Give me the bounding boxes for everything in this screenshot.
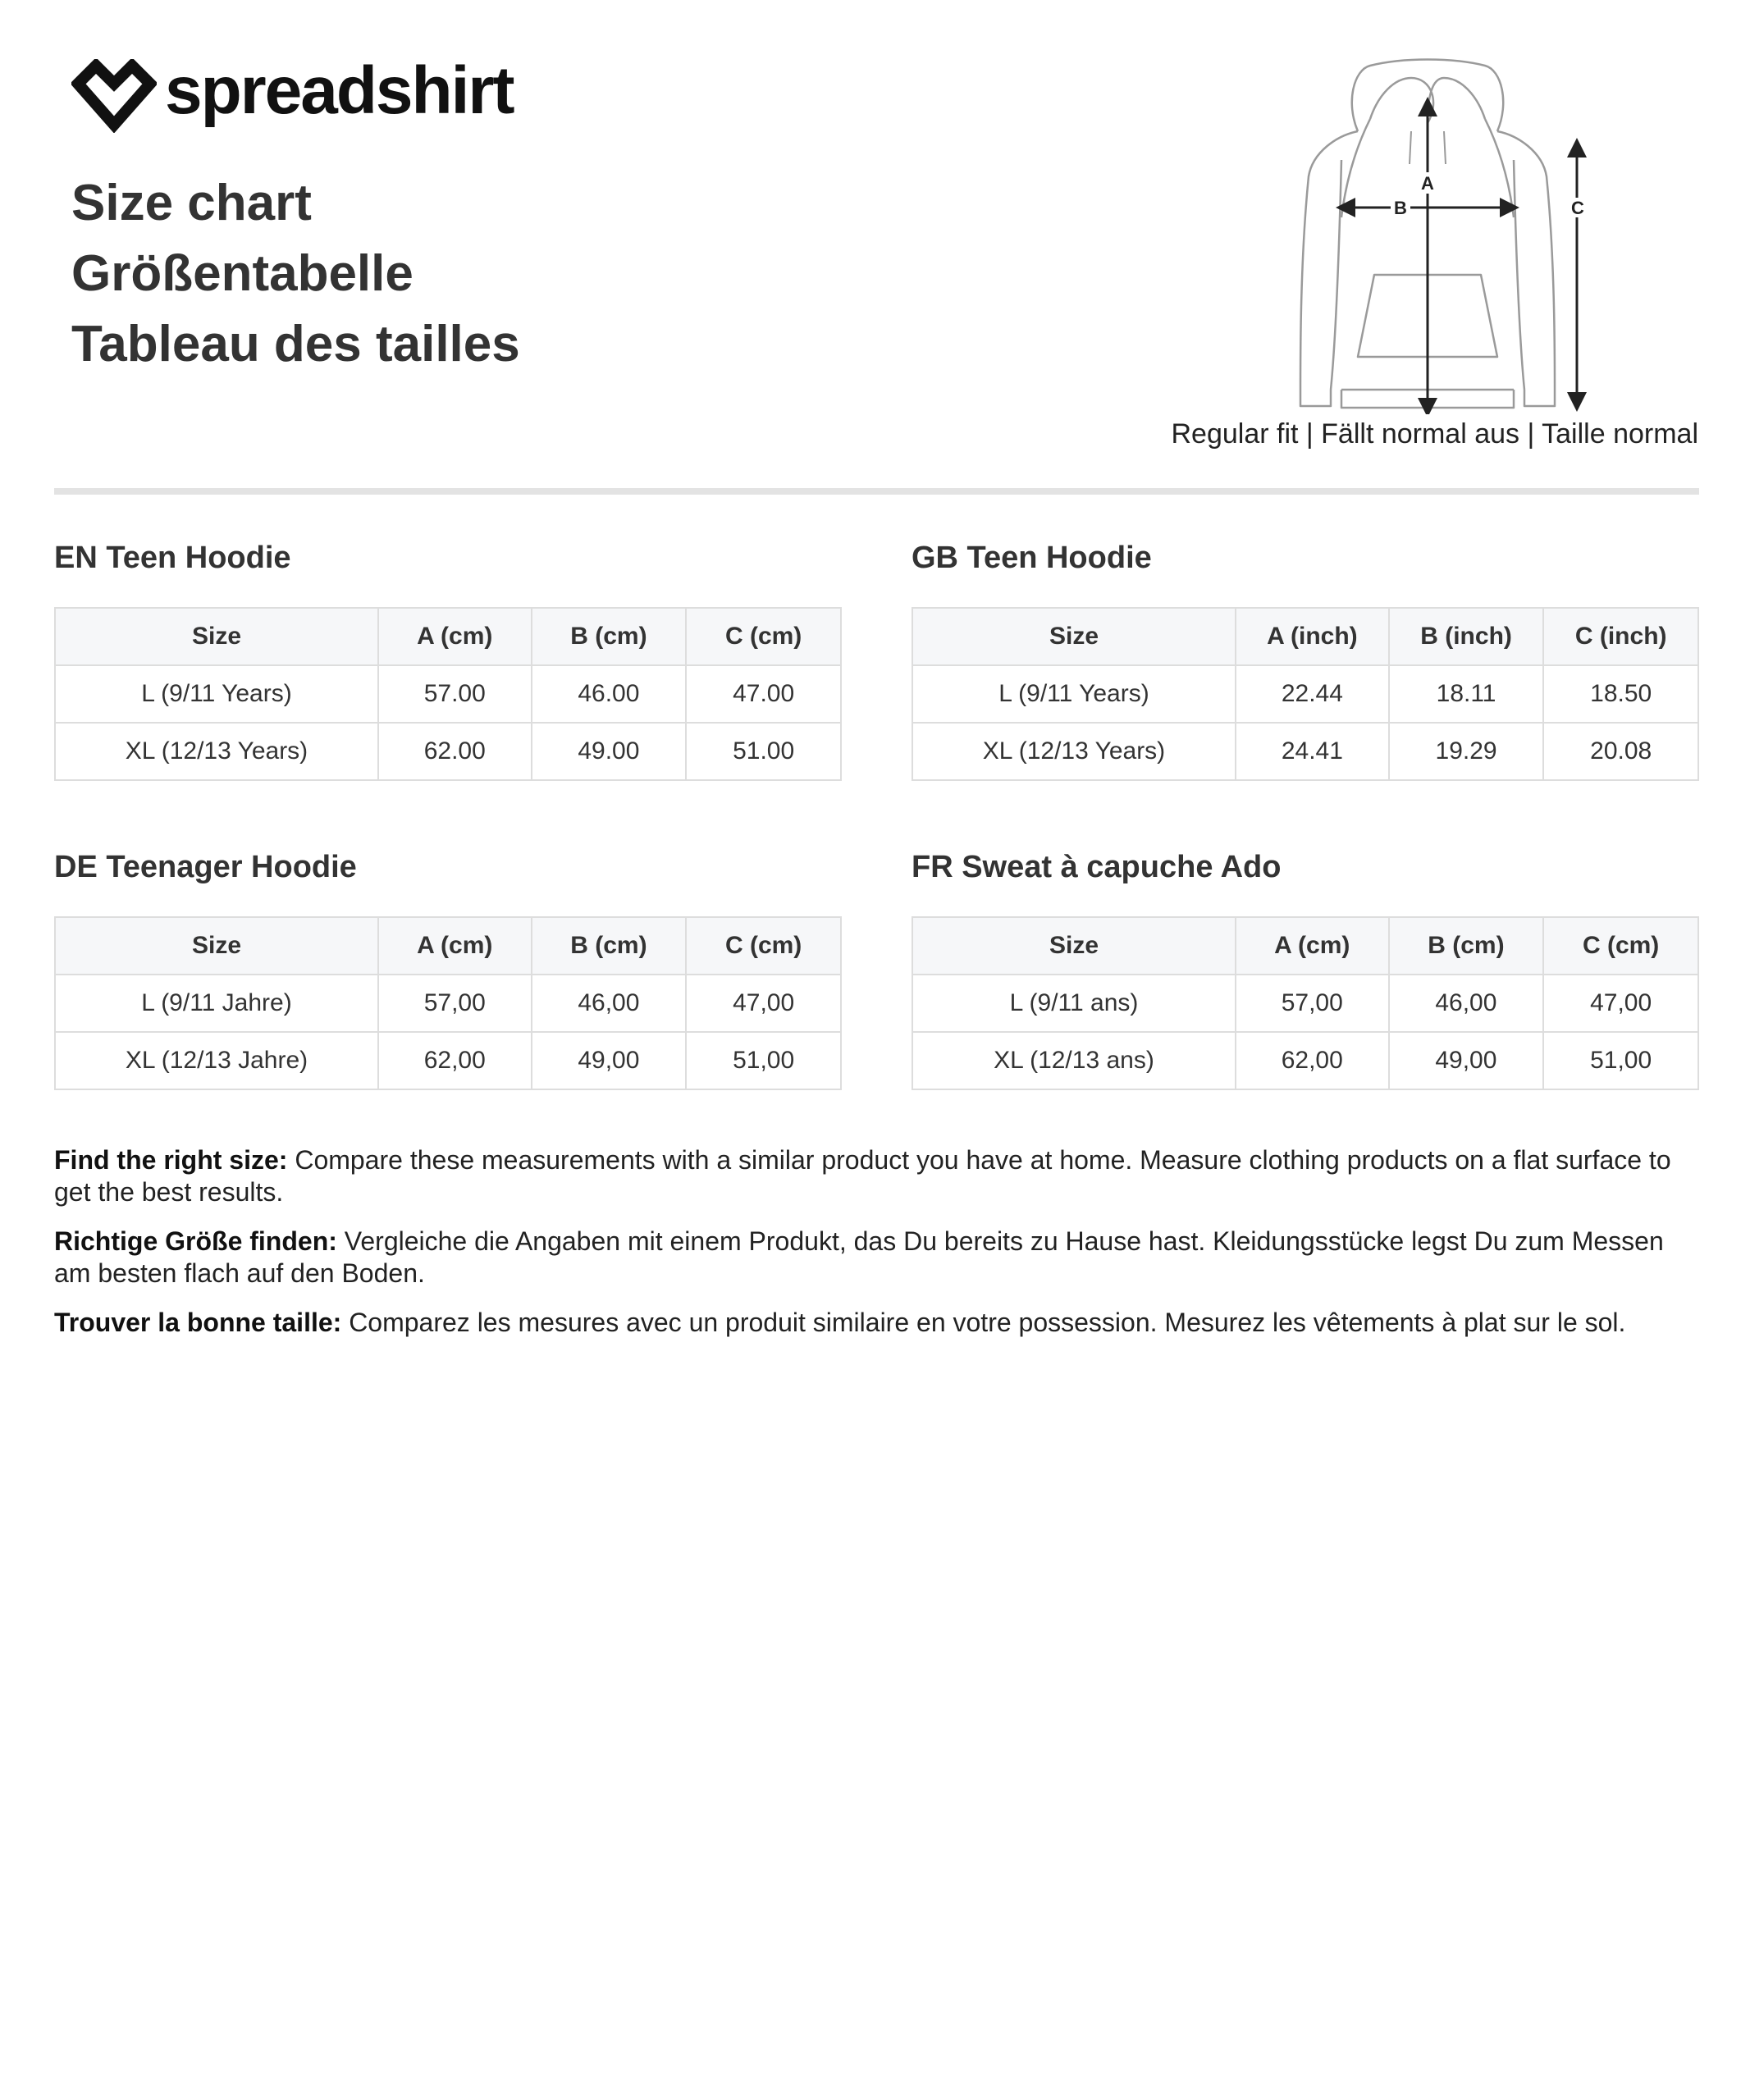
table-header-cell: A (inch) (1236, 608, 1389, 665)
table-cell: 46.00 (532, 665, 687, 723)
table-header-cell: C (cm) (1543, 917, 1698, 975)
page-titles (71, 168, 520, 380)
table-cell: 57.00 (378, 665, 532, 723)
table-cell: XL (12/13 Years) (912, 723, 1236, 780)
table-header-cell: A (cm) (1236, 917, 1389, 975)
size-table-gb-section (912, 537, 1699, 781)
note-label: Find the right size: (54, 1145, 288, 1175)
hoodie-measurement-icon (1288, 53, 1608, 414)
diagram-label-b: B (1394, 198, 1407, 218)
size-table-title: GB Teen Hoodie (912, 541, 1152, 575)
brand-logo (71, 53, 514, 133)
diagram-label-a: A (1421, 173, 1434, 194)
size-table-de-section (54, 847, 842, 1090)
size-table-de (54, 916, 842, 1090)
note-text: Compare these measurements with a similar product you have at home. Measure clothing products on a flat surface to get the best results. (54, 1145, 1671, 1207)
table-header-cell: Size (55, 608, 378, 665)
table-row (912, 723, 1698, 780)
note-en (54, 1144, 1699, 1208)
table-cell: 57,00 (378, 975, 532, 1032)
table-header-cell: Size (55, 917, 378, 975)
table-cell: 51,00 (1543, 1032, 1698, 1089)
size-table-title: DE Teenager Hoodie (54, 850, 357, 884)
table-header-cell: B (inch) (1389, 608, 1544, 665)
table-cell: 51.00 (686, 723, 841, 780)
table-header-cell: B (cm) (532, 608, 687, 665)
table-cell: 19.29 (1389, 723, 1544, 780)
table-row (55, 975, 841, 1032)
table-row (55, 1032, 841, 1089)
table-cell: 18.50 (1543, 665, 1698, 723)
size-notes (54, 1144, 1699, 1356)
note-text: Comparez les mesures avec un produit similaire en votre possession. Mesurez les vêtements à plat sur le sol. (341, 1308, 1626, 1337)
size-table-title: EN Teen Hoodie (54, 541, 291, 575)
table-cell: 49.00 (532, 723, 687, 780)
title-en: Size chart (71, 175, 312, 231)
table-header-row (912, 917, 1698, 975)
note-label: Trouver la bonne taille: (54, 1308, 342, 1337)
table-cell: 62,00 (378, 1032, 532, 1089)
table-cell: 49,00 (532, 1032, 687, 1089)
table-row (912, 665, 1698, 723)
table-cell: 22.44 (1236, 665, 1389, 723)
brand-name: spreadshirt (165, 53, 514, 128)
table-header-cell: B (cm) (532, 917, 687, 975)
table-cell: L (9/11 Years) (912, 665, 1236, 723)
table-cell: 46,00 (532, 975, 687, 1032)
table-header-cell: C (cm) (686, 917, 841, 975)
size-table-en (54, 607, 842, 781)
divider (54, 488, 1699, 495)
size-table-fr (912, 916, 1699, 1090)
table-header-cell: Size (912, 917, 1236, 975)
table-cell: XL (12/13 Years) (55, 723, 378, 780)
table-header-cell: A (cm) (378, 917, 532, 975)
table-cell: 46,00 (1389, 975, 1544, 1032)
table-cell: 18.11 (1389, 665, 1544, 723)
table-cell: 47,00 (686, 975, 841, 1032)
table-row (912, 975, 1698, 1032)
table-cell: 47,00 (1543, 975, 1698, 1032)
diagram-label-c: C (1571, 198, 1584, 218)
size-table-fr-section (912, 847, 1699, 1090)
size-table-gb (912, 607, 1699, 781)
table-cell: 51,00 (686, 1032, 841, 1089)
table-cell: L (9/11 Jahre) (55, 975, 378, 1032)
table-row (55, 723, 841, 780)
table-cell: XL (12/13 ans) (912, 1032, 1236, 1089)
table-cell: 20.08 (1543, 723, 1698, 780)
table-header-row (912, 608, 1698, 665)
table-cell: 24.41 (1236, 723, 1389, 780)
table-cell: 62.00 (378, 723, 532, 780)
size-table-en-section (54, 537, 842, 781)
spreadshirt-heart-logo-icon (71, 59, 157, 133)
table-header-cell: C (inch) (1543, 608, 1698, 665)
table-row (912, 1032, 1698, 1089)
table-header-cell: A (cm) (378, 608, 532, 665)
table-header-row (55, 608, 841, 665)
note-de (54, 1226, 1699, 1290)
fit-text: Regular fit | Fällt normal aus | Taille normal (1171, 418, 1698, 450)
note-fr (54, 1307, 1699, 1339)
table-header-cell: C (cm) (686, 608, 841, 665)
title-fr: Tableau des tailles (71, 316, 520, 372)
title-de: Größentabelle (71, 245, 414, 302)
size-table-title: FR Sweat à capuche Ado (912, 850, 1282, 884)
table-header-cell: Size (912, 608, 1236, 665)
table-cell: 62,00 (1236, 1032, 1389, 1089)
table-header-row (55, 917, 841, 975)
table-cell: 49,00 (1389, 1032, 1544, 1089)
table-row (55, 665, 841, 723)
note-text: Vergleiche die Angaben mit einem Produkt, das Du bereits zu Hause hast. Kleidungsstücke legst Du zum Messen am besten flach auf den Boden. (54, 1226, 1664, 1288)
table-header-cell: B (cm) (1389, 917, 1544, 975)
table-cell: 57,00 (1236, 975, 1389, 1032)
table-cell: 47.00 (686, 665, 841, 723)
table-cell: L (9/11 Years) (55, 665, 378, 723)
note-label: Richtige Größe finden: (54, 1226, 337, 1256)
table-cell: L (9/11 ans) (912, 975, 1236, 1032)
table-cell: XL (12/13 Jahre) (55, 1032, 378, 1089)
